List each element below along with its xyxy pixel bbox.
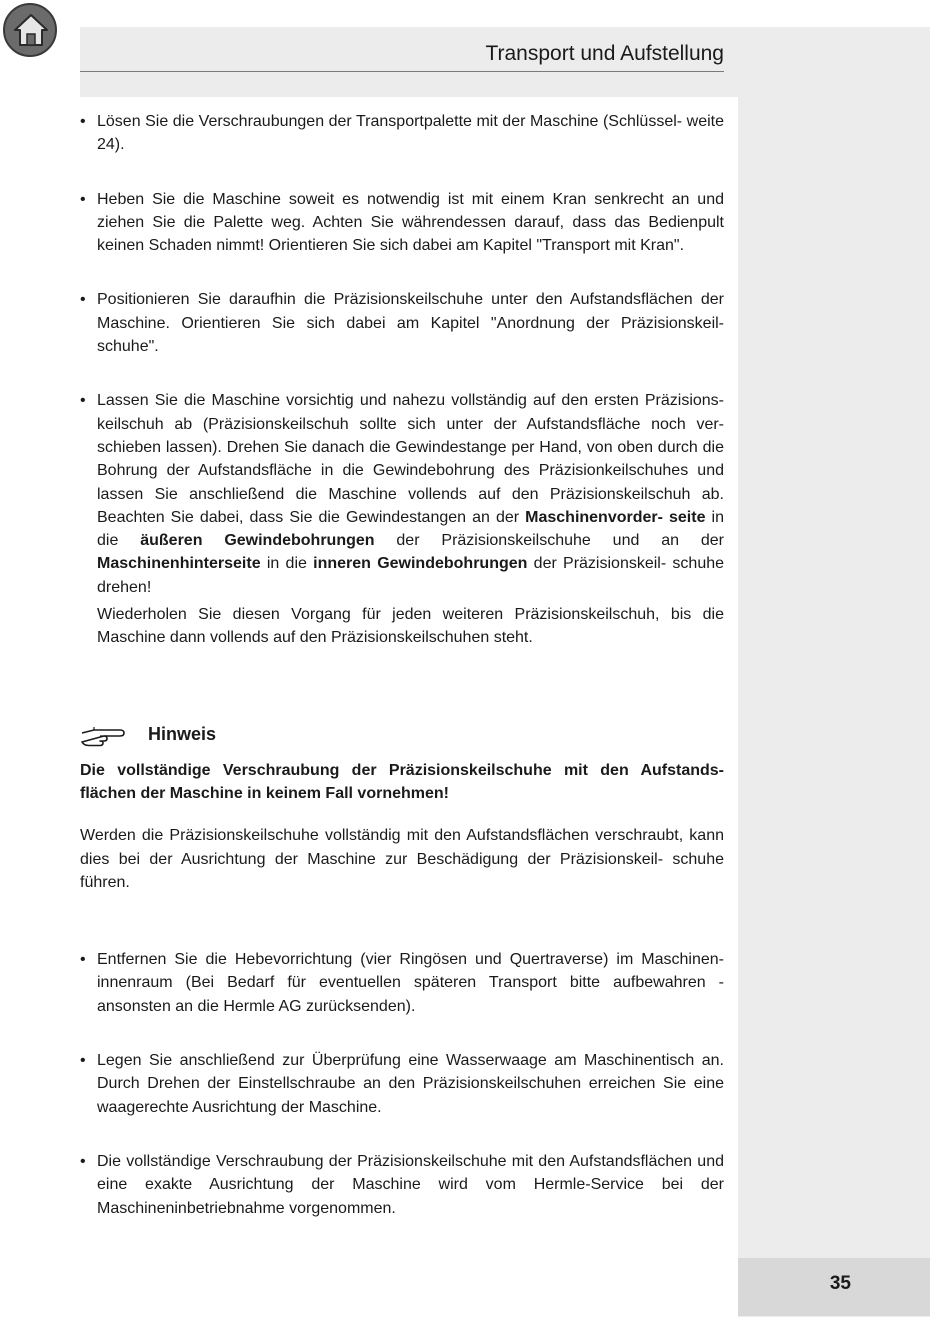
text-run: in die (260, 555, 314, 573)
header-rule (80, 71, 724, 72)
page-title: Transport und Aufstellung (485, 42, 724, 65)
text-run: der Präzisionskeil- schuhe drehen! (97, 555, 725, 596)
note-label: Hinweis (148, 723, 217, 744)
emphasis: inneren Gewindebohrungen (313, 555, 528, 573)
home-button[interactable] (3, 3, 57, 57)
list-item: • Die vollständige Verschraubung der Präzisionskeilschuhe mit den Aufstandsflächen und eine exakte Ausrichtung der Maschine wird vom Hermle-Service bei der Maschineninbetriebnahme vorgenommen. (80, 1150, 724, 1220)
pointing-hand-icon (80, 725, 126, 747)
page-number-box (738, 1258, 930, 1316)
emphasis: Maschinenhinterseite (97, 555, 261, 573)
list-item: • Positionieren Sie daraufhin die Präzisionskeilschuhe unter den Aufstandsflächen der Maschine. Orientieren Sie sich dabei am Kapitel "Anordnung der Präzisionskeil- schuhe". (80, 288, 724, 358)
main-content (80, 110, 724, 1220)
list-item: • Legen Sie anschließend zur Überprüfung eine Wasserwaage am Maschinentisch an. Durch Drehen der Einstellschraube an den Präzisionskeilschuhen erreichen Sie eine waagerechte Ausrichtung der Maschine. (80, 1049, 724, 1119)
list-item (80, 389, 724, 599)
emphasis: Maschinenvorder- seite (525, 508, 706, 526)
note-header (80, 720, 724, 750)
list-item: • Heben Sie die Maschine soweit es notwendig ist mit einem Kran senkrecht an und ziehen Sie die Palette weg. Achten Sie währendessen darauf, dass das Bedienpult keinen Schaden nimmt! Orientieren Sie sich dabei am Kapitel "Transport mit Kran". (80, 188, 724, 258)
text-run: in die (97, 508, 724, 550)
note-body: Werden die Präzisionskeilschuhe vollständig mit den Aufstandsflächen verschraubt, kann dies bei der Ausrichtung der Maschine zur Beschädigung der Präzisionskeil- schuhe führen. (80, 827, 724, 891)
margin-band (738, 27, 930, 1317)
home-icon (12, 11, 50, 49)
list-item: • Entfernen Sie die Hebevorrichtung (vier Ringösen und Quertraverse) im Maschinen- innenraum (Bei Bedarf für eventuellen späteren Transport bitte aufbewahren - ansonsten an die Hermle AG zurücksenden). (80, 948, 724, 1018)
note-warning: Die vollständige Verschraubung der Präzisionskeilschuhe mit den Aufstands- flächen der Maschine in keinem Fall vornehmen! (80, 761, 724, 802)
list-item-continuation: Wiederholen Sie diesen Vorgang für jeden weiteren Präzisionskeilschuh, bis die Maschine dann vollends auf den Präzisionskeilschuhen steht. (97, 606, 724, 647)
text-run: der Präzisionskeilschuhe und an der (374, 532, 725, 550)
text-run: Lassen Sie die Maschine vorsichtig und nahezu vollständig auf den ersten Präzisions- keilschuh ab (Präzisionskeilschuh sollte sich unter der Aufstandsfläche noch ver- schieben lassen). Drehen Sie danach die Gewindestange per Hand, von oben durch die Bohrung der Aufstandsfläche in die Gewindebohrung des Präzisionkeilschuhes und lassen Sie anschließend die Maschine vollends auf den Präzisionskeilschuh ab. Beachten Sie dabei, dass Sie die Gewindestangen an der (97, 392, 724, 526)
emphasis: äußeren Gewindebohrungen (140, 532, 375, 550)
list-item: • Lösen Sie die Verschraubungen der Transportpalette mit der Maschine (Schlüssel- weite 24). (80, 110, 724, 157)
page-number: 35 (829, 1273, 851, 1294)
